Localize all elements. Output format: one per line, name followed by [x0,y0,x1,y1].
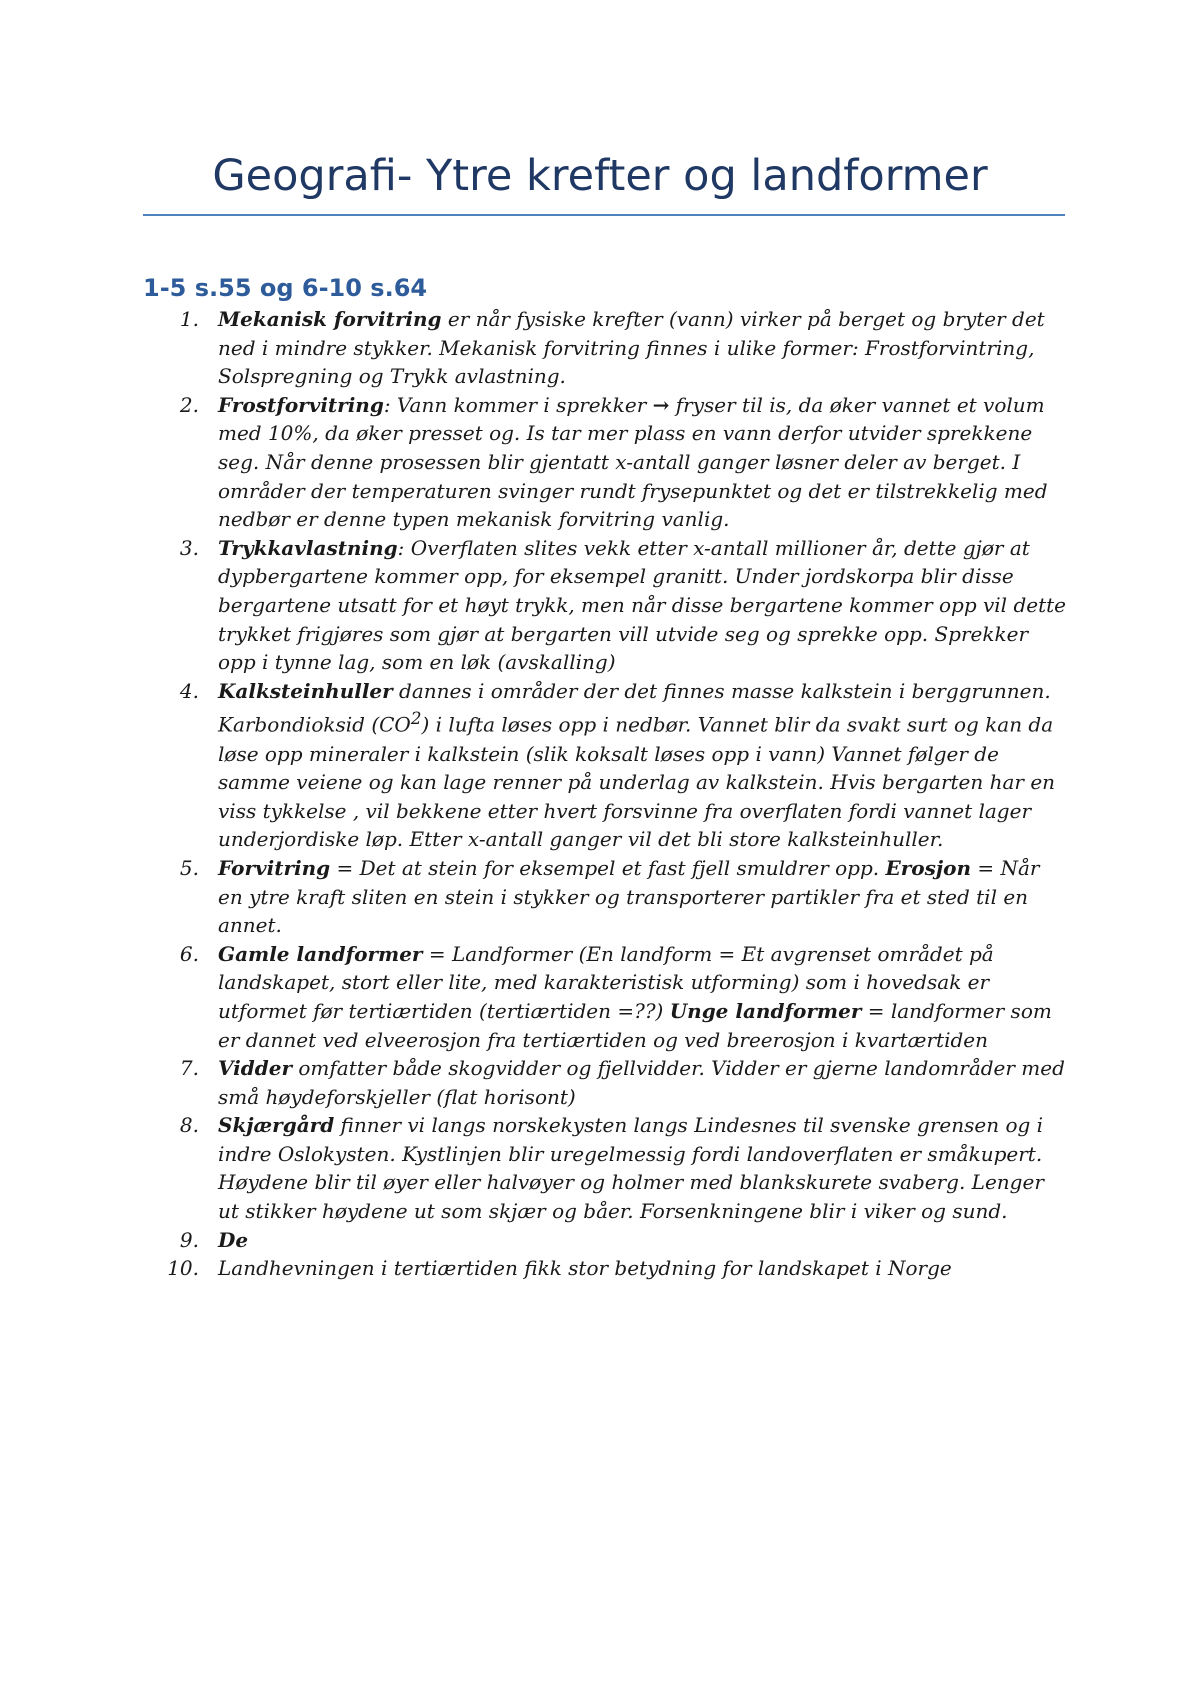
list-item-1 [150,305,1070,391]
item-term: Frostforvitring [218,392,384,417]
list-item-4 [150,677,1070,854]
item-body: er når fysiske krefter (vann) virker på berget og bryter det ned i mindre stykker. Mekanisk forvitring finnes i ulike former: Frostforvintring, Solspregning og Trykk avlastning. [218,307,1045,389]
item-text [218,854,1070,940]
item-text [218,1254,1070,1283]
item-text [218,1226,1070,1255]
item-term: De [218,1227,249,1252]
item-body-continued: ) i lufta løses opp i nedbør. Vannet blir da svakt surt og kan da løse opp mineraler i kalkstein (slik koksalt løses opp i vann) Vannet følger de samme veiene og kan lage renner på underlag av kalkstein. Hvis bergarten har en viss tykkelse , vil bekkene etter hvert forsvinne fra overflaten fordi vannet lager underjordiske løp. Etter x-antall ganger vil det bli store kalksteinhuller. [218,712,1056,852]
item-body: finner vi langs norskekysten langs Lindesnes til svenske grensen og i indre Oslokysten. Kystlinjen blir uregelmessig fordi landoverflaten er småkupert. Høydene blir til øyer eller halvøyer og holmer med blankskurete svaberg. Lenger ut stikker høydene ut som skjær og båer. Forsenkningene blir i viker og sund. [218,1113,1044,1224]
item-text [218,534,1070,677]
item-number: 7. [179,1056,199,1081]
superscript-2: 2 [410,709,422,729]
item-number: 5. [179,855,199,880]
item-term: Kalksteinhuller [218,678,393,703]
item-body: omfatter både skogvidder og fjellvidder. Vidder er gjerne landområder med små høydeforskjeller (flat horisont) [218,1056,1065,1109]
item-body: : Overflaten slites vekk etter x-antall millioner år, dette gjør at dypbergartene kommer opp, for eksempel granitt. Under jordskorpa blir disse bergartene utsatt for et høyt trykk, men når disse bergartene kommer opp vil dette trykket frigjøres som gjør at bergarten vill utvide seg og sprekke opp. Sprekker opp i tynne lag, som en løk (avskalling) [218,535,1066,675]
item-body-continued: fryser til is, da øker vannet et volum med 10%, da øker presset og. Is tar mer plass en vann derfor utvider sprekkene seg. Når denne prosessen blir gjentatt x-antall ganger løsner deler av berget. I områder der temperaturen svinger rundt frysepunktet og det er tilstrekkelig med nedbør er denne typen mekanisk forvitring vanlig. [218,392,1048,532]
item-body-2: = Når en ytre kraft sliten en stein i stykker og transporterer partikler fra et sted til en annet. [218,855,1040,938]
item-number: 3. [179,535,199,560]
page-title: Geografi- Ytre krefter og landformer [212,151,988,201]
item-body: Landhevningen i tertiærtiden fikk stor betydning for landskapet i Norge [218,1256,952,1281]
item-term: Gamle landformer [218,941,423,966]
item-body: = Landformer (En landform = Et avgrenset området på landskapet, stort eller lite, med karakteristisk utforming) som i hovedsak er utformet før tertiærtiden (tertiærtiden =??) [218,941,994,1023]
item-text [218,1054,1070,1111]
item-term: Skjærgård [218,1113,335,1138]
list-item-2 [150,391,1070,534]
item-number: 10. [167,1256,199,1281]
item-number: 4. [179,678,199,703]
item-term-2: Unge landformer [669,998,862,1023]
list-item-8 [150,1111,1070,1225]
right-arrow-icon: → [652,392,670,417]
item-text [218,940,1070,1054]
notes-list [150,305,1070,1283]
title-underline [143,214,1065,216]
section-heading: 1-5 s.55 og 6-10 s.64 [143,274,428,302]
list-item-5 [150,854,1070,940]
item-number: 6. [179,941,199,966]
item-term: Mekanisk forvitring [218,307,442,331]
item-number: 8. [179,1113,199,1138]
item-number: 2. [179,392,199,417]
item-body-2: = landformer som er dannet ved elveerosjon fra tertiærtiden og ved breerosjon i kvartærtiden [218,998,1052,1052]
item-body: : Vann kommer i sprekker [383,392,653,417]
list-item-10 [150,1254,1070,1283]
list-item-9 [150,1226,1070,1255]
item-number: 9. [179,1227,199,1252]
item-body: = Det at stein for eksempel et fast fjell smuldrer opp. [330,855,886,880]
item-number: 1. [179,307,199,331]
item-text [218,305,1070,391]
item-term: Trykkavlastning [218,535,398,560]
item-term: Vidder [218,1056,292,1081]
item-term: Forvitring [218,855,331,880]
list-item-3 [150,534,1070,677]
item-body: dannes i områder der det finnes masse kalkstein i berggrunnen. Karbondioksid (CO [218,678,1051,737]
item-text [218,391,1070,534]
list-item-6 [150,940,1070,1054]
list-item-7 [150,1054,1070,1111]
item-term-2: Erosjon [885,855,971,880]
item-text [218,1111,1070,1225]
item-text [218,677,1070,854]
